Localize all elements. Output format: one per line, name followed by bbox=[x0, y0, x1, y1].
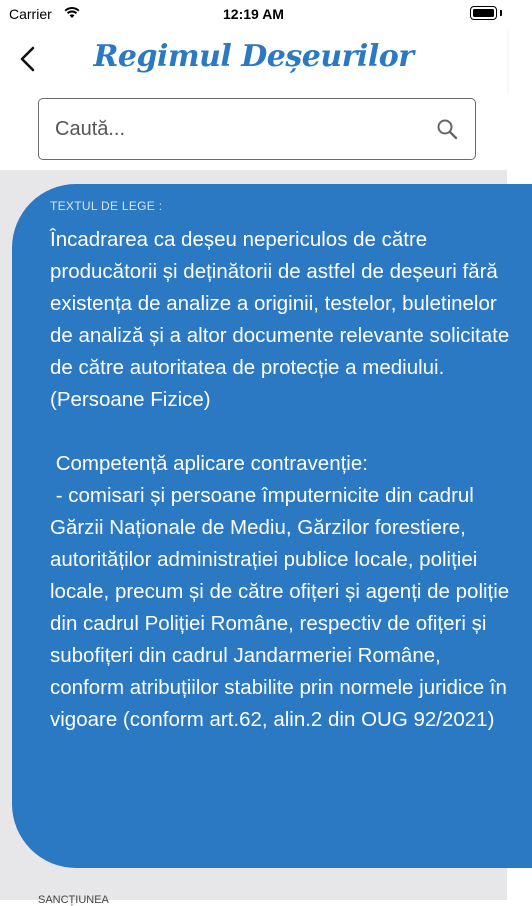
carrier-label: Carrier bbox=[9, 6, 52, 22]
battery-tip bbox=[500, 10, 502, 16]
navigation-header bbox=[0, 28, 507, 92]
battery-icon bbox=[470, 6, 497, 20]
content-scroll-area[interactable] bbox=[0, 170, 515, 906]
search-input[interactable] bbox=[53, 99, 427, 159]
law-text-card bbox=[12, 184, 532, 868]
search-box[interactable] bbox=[38, 98, 476, 160]
search-area bbox=[0, 92, 507, 170]
law-text-label: TEXTUL DE LEGE : bbox=[50, 199, 163, 213]
clock: 12:19 AM bbox=[223, 6, 284, 22]
law-text-body bbox=[50, 224, 515, 736]
page-title: Regimul Deșeurilor bbox=[93, 39, 414, 74]
search-icon[interactable] bbox=[435, 117, 459, 141]
status-bar bbox=[0, 0, 507, 28]
law-paragraph-competence: Competență aplicare contravenție: - comisari și persoane împuternicite din cadrul Gărzii Naționale de Mediu, Gărzilor forestiere, autorităților administrației publice locale, poliției locale, precum și de către ofițeri și agenți de poliție din cadrul Poliției Române, respectiv de ofițeri și subofițeri din cadrul Jandarmeriei Române, conform atribuțiilor stabilite prin normele juridice în vigoare (conform art.62, alin.2 din OUG 92/2021) bbox=[50, 452, 510, 731]
law-paragraph-description: Încadrarea ca deșeu nepericulos de către producătorii și deținătorii de astfel de deșeuri fără existența de analize a originii, testelor, buletinelor de analiză și a altor documente relevante solicitate de către autoritatea de protecție a mediului. (Persoane Fizice) bbox=[50, 228, 515, 411]
sanction-section-label: SANCȚIUNEA bbox=[38, 894, 109, 906]
